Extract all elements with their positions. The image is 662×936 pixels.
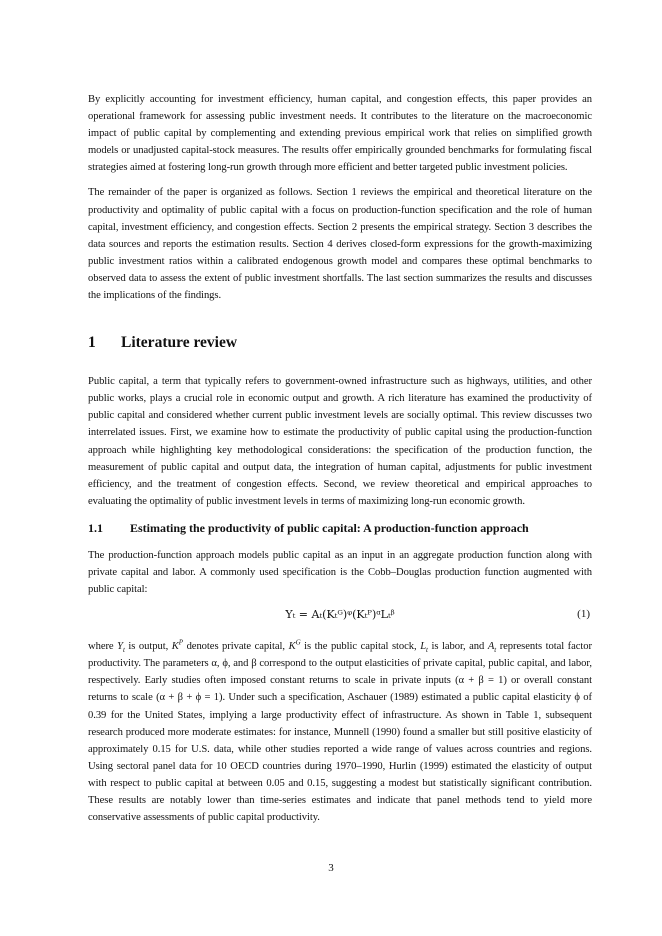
section-heading-literature-review [88,334,592,352]
subsection-title: Estimating the productivity of public capital: A production-function approach [130,520,529,535]
paragraph-roadmap: The remainder of the paper is organized as follows. Section 1 reviews the empirical and theoretical literature on the productivity and optimality of public capital with a focus on production-function specification and the role of human capital, investment efficiency, and congestion effects. Section 2 presents the empirical strategy. Section 3 describes the data sources and reports the estimation results. Section 4 derives closed-form expressions for the growth-maximizing public investment ratios within a calibrated endogenous growth model and compares these optimal benchmarks to observed data to assess the extent of public investment shortfalls. The last section summarizes the results and discusses the implications of the findings. [88,187,592,302]
page-number: 3 [328,862,334,874]
equation-cobb-douglas [88,606,592,628]
paragraph-estimates: where $Y_t$ is output, $K^P$ denotes private capital, $K^G$ is the public capital stock, $L_t$ is labor, and $A_t$ represents total factor productivity. The parameters α, ϕ, and β correspond to the output elasticities of private capital, public capital, and labor, respectively. Early studies often imposed constant returns to scale in private inputs (α + β = 1) or overall constant returns to scale (α + β + ϕ = 1). Under such a specification, Aschauer (1989) estimated a public capital elasticity ϕ of 0.39 for the United States, implying a large productivity effect of infrastructure. As shown in Table 1, subsequent research produced more moderate estimates: for instance, Munnell (1990) found a smaller but still positive elasticity of approximately 0.15 for U.S. data, while other studies reported a wide range of values across countries and regions. Using sectoral panel data for 10 OECD countries during 1970–1990, Hurlin (1999) estimated the elasticity of output with respect to public capital at between 0.05 and 0.15, suggesting a modest but statistically significant contribution. These results are notably lower than time-series estimates and indicate that panel methods tend to yield more conservative assessments of public capital productivity. [88,638,593,824]
section-number: 1 [88,334,96,352]
subsection-heading-productivity [88,520,592,536]
subsection-number: 1.1 [88,520,103,535]
paragraph-production-function: The production-function approach models public capital as an input in an aggregate production function along with private capital and labor. A commonly used specification is the Cobb–Douglas production function augmented with public capital: [88,549,592,596]
paragraph-intro: By explicitly accounting for investment efficiency, human capital, and congestion effects, this paper provides an operational framework for assessing public investment needs. It contributes to the literature on the macroeconomic impact of public capital by complementing and extending previous empirical work that relies on simplified growth models or unadjusted capital-stock measures. The results offer empirically grounded benchmarks for formulating fiscal strategies aimed at fostering long-run growth through more efficient and better targeted public investment policies. [88,94,592,174]
equation-number: (1) [577,608,590,621]
page-body [88,91,592,834]
paragraph-literature-overview: Public capital, a term that typically refers to government-owned infrastructure such as highways, utilities, and other public works, plays a crucial role in economic output and growth. A rich literature has examined the productivity of public capital and considered whether current public investment levels are socially optimal. This review discusses two interrelated issues. First, we examine how to estimate the productivity of public capital using the production-function approach while highlighting key methodological considerations: the specification of the production function, the measurement of public capital and output data, the integration of human capital, adjustments for public investment efficiency, and the treatment of congestion effects. Second, we review theoretical and empirical approaches to evaluating the optimality of public investment levels in terms of maximizing long-run economic growth. [88,376,592,507]
equation-formula: Yₜ = Aₜ(Kₜᴳ)ᵠ(Kₜᴾ)ᵅLₜᵝ [285,608,395,622]
section-title: Literature review [121,334,238,352]
